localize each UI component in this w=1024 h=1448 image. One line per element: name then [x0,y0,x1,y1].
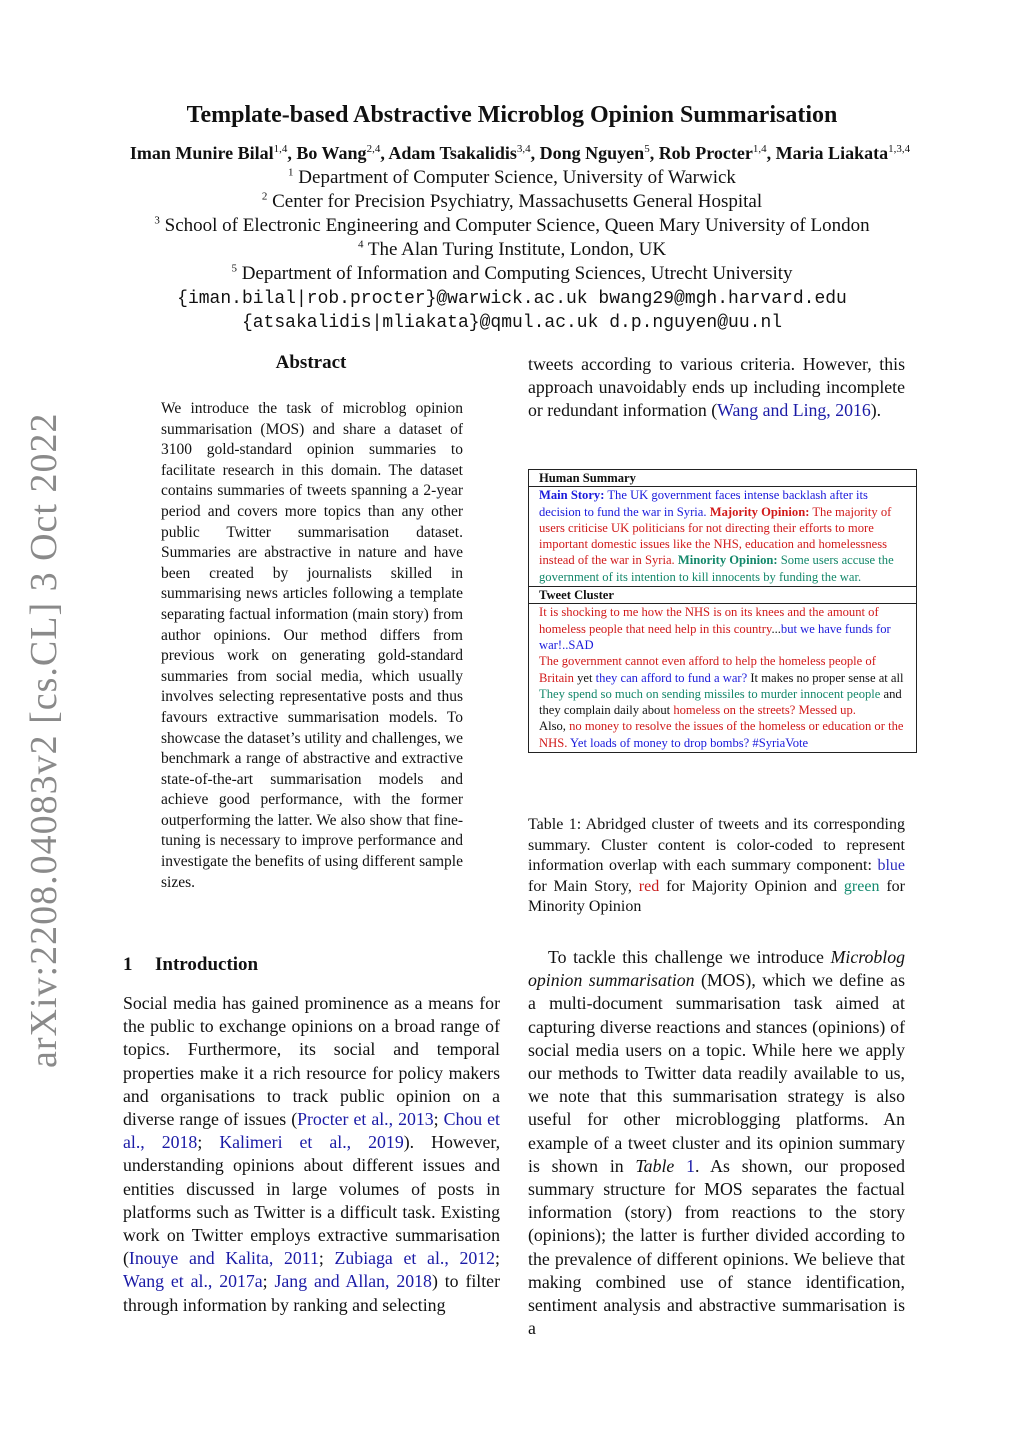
author: Dong Nguyen$^5$ [539,143,650,163]
tweet: The government cannot even afford to help the homeless people of Britain yet they can afford to fund a war? It makes no proper sense at all [539,654,904,685]
citation-link[interactable]: Wang et al., 2017a [123,1271,263,1292]
citation-link[interactable]: Wang and Ling, 2016 [717,400,871,421]
section-heading [123,954,500,976]
author: Adam Tsakalidis$^{3,4}$ [388,143,531,163]
citation-link[interactable]: Zubiaga et al., 2012 [334,1248,496,1269]
paper-title: Template-based Abstractive Microblog Opinion Summarisation [186,102,838,128]
right-top-paragraph: tweets according to various criteria. However, this approach unavoidably ends up including incomplete or redundant information (Wang and Ling, 2016). [528,354,905,421]
citation-link[interactable]: Procter et al., 2013 [297,1109,434,1130]
human-summary-header: Human Summary [529,470,916,487]
citation-link[interactable]: Chou et al., 2018 [123,1109,500,1153]
section-number: 1 [123,954,133,975]
table-1 [528,469,917,753]
author: Rob Procter$^{1,4}$ [658,143,767,163]
author: Bo Wang$^{2,4}$ [296,143,381,163]
tweet: It is shocking to me how the NHS is on its knees and the amount of homeless people that need help in this country...but we have funds for war!..SAD [539,605,891,652]
email-line: {iman.bilal|rob.procter}@warwick.ac.uk bwang29@mgh.harvard.edu [177,289,847,309]
affiliation: $^4$ The Alan Turing Institute, London, UK [357,238,667,260]
tweet: They spend so much on sending missiles to murder innocent people and they complain daily about homeless on the streets? Messed up. [539,686,902,718]
affiliation: $^5$ Department of Information and Computing Sciences, Utrecht University [231,262,793,284]
table-caption: Table 1: Abridged cluster of tweets and its corresponding summary. Cluster content is color-coded to represent information overlap with each summary component: blue for Main Story, red for Majority Opinion and green for Minority Opinion [528,816,905,916]
tweet-cluster-header: Tweet Cluster [529,587,916,604]
affiliation: $^3$ School of Electronic Engineering and Computer Science, Queen Mary University of London [154,214,870,236]
affiliation-list [0,166,1024,335]
arxiv-stamp: arXiv:2208.04083v2 [cs.CL] 3 Oct 2022 [23,412,65,1068]
tweet: Also, no money to resolve the issues of the homeless or education or the NHS. Yet loads of money to drop bombs? #SyriaVote [539,719,904,750]
abstract-heading: Abstract [275,352,347,373]
section-title: Introduction [155,954,259,975]
author: Iman Munire Bilal$^{1,4}$ [129,143,288,163]
author-list: Iman Munire Bilal$^{1,4}$, Bo Wang$^{2,4}$, Adam Tsakalidis$^{3,4}$, Dong Nguyen$^5$, Rob Procter$^{1,4}$, Maria Liakata$^{1,3,4}$ [129,143,911,163]
email-line: {atsakalidis|mliakata}@qmul.ac.uk d.p.nguyen@uu.nl [241,313,783,333]
affiliation: $^1$ Department of Computer Science, University of Warwick [288,166,736,188]
right-body-paragraph: To tackle this challenge we introduce Microblog opinion summarisation (MOS), which we define as a multi-document summarisation task aimed at capturing diverse reactions and stances (opinions) of social media users on a topic. While here we apply our methods to Twitter data readily available to us, we note that this summarisation strategy is also useful for other microblogging platforms. An example of a tweet cluster and its opinion summary is shown in Table 1. As shown, our proposed summary structure for MOS separates the factual information (story) from reactions to the story (opinions); the latter is further divided according to the prevalence of different opinions. We believe that making combined use of stance identification, sentiment analysis and abstractive summarisation is a [528,947,905,1339]
citation-link[interactable]: Jang and Allan, 2018 [274,1271,432,1292]
author: Maria Liakata$^{1,3,4}$ [775,143,911,163]
human-summary-cell: Main Story: The UK government faces intense backlash after its decision to fund the war in Syria. Majority Opinion: The majority of users criticise UK politicians for not directing their efforts to more important domestic issues like the NHS, education and homelessness instead of the war in Syria. Minority Opinion: Some users accuse the government of its intention to kill innocents by funding the war. [529,487,916,587]
intro-paragraph: Social media has gained prominence as a means for the public to exchange opinions on a broad range of topics. Furthermore, its social and temporal properties make it a rich resource for policy makers and organisations to track public opinion on a diverse range of issues (Procter et al., 2013; Chou et al., 2018; Kalimeri et al., 2019). However, understanding opinions about different issues and entities discussed in large volumes of posts in platforms such as Twitter is a difficult task. Existing work on Twitter employs extractive summarisation (Inouye and Kalita, 2011; Zubiaga et al., 2012; Wang et al., 2017a; Jang and Allan, 2018) to filter through information by ranking and selecting [123,993,501,1315]
citation-link[interactable]: Kalimeri et al., 2019 [219,1132,404,1153]
tweet-cluster-cell [529,604,916,752]
abstract-text: We introduce the task of microblog opinion summarisation (MOS) and share a dataset of 3100 gold-standard opinion summaries to facilitate research in this domain. The dataset contains summaries of tweets spanning a 2-year period and covers more topics than any other public Twitter summarisation dataset. Summaries are abstractive in nature and have been created by journalists skilled in summarising news articles following a template separating factual information (main story) from author opinions. Our method differs from previous work on generating gold-standard summaries from social media, which usually involves selecting representative posts and thus favours extractive summarisation models. To showcase the dataset’s utility and challenges, we benchmark a range of abstractive and extractive state-of-the-art summarisation models and achieve good performance, with the former outperforming the latter. We also show that fine-tuning is necessary to improve performance and investigate the benefits of using different sample sizes. [161,400,463,891]
affiliation: $^2$ Center for Precision Psychiatry, Massachusetts General Hospital [261,190,763,212]
table-ref-link[interactable]: 1 [686,1155,695,1176]
citation-link[interactable]: Inouye and Kalita, 2011 [128,1248,319,1269]
